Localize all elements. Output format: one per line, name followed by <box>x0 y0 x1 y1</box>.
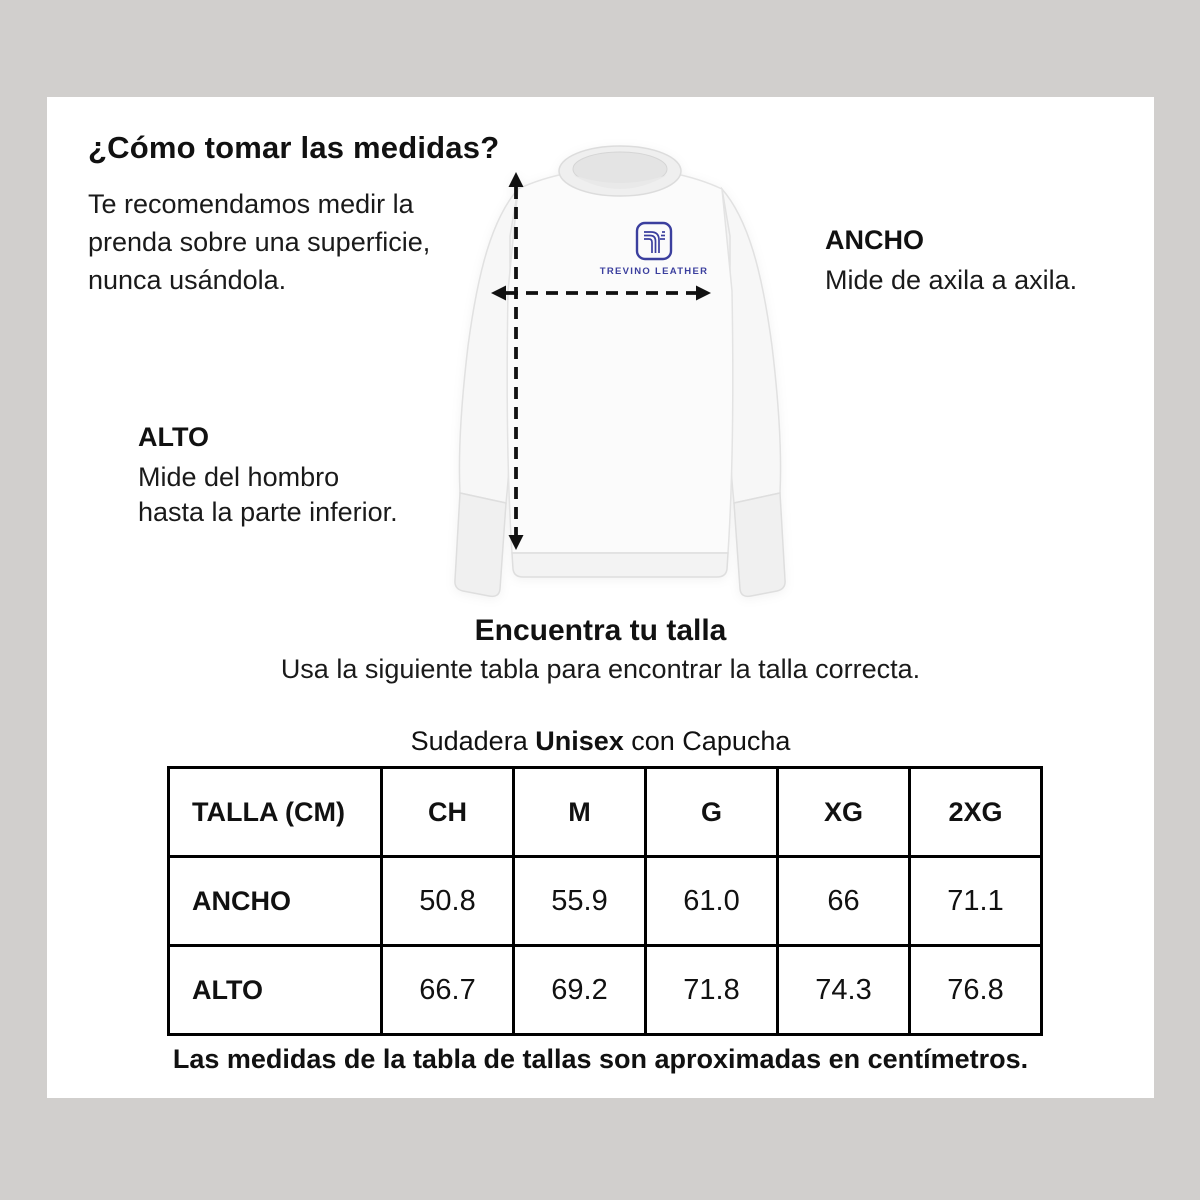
size-table-header-talla: TALLA (CM) <box>169 768 382 857</box>
row-alto-2xg: 76.8 <box>910 946 1042 1035</box>
brand-logo-text: TREVINO LEATHER <box>599 266 709 277</box>
size-table-header-xg: XG <box>778 768 910 857</box>
find-size-heading: Encuentra tu talla <box>474 614 727 647</box>
alto-note-desc-line-1: Mide del hombro <box>138 462 340 492</box>
alto-note-title: ALTO <box>138 422 209 452</box>
how-to-body-line-3: nunca usándola. <box>88 265 287 295</box>
sweatshirt-hem <box>512 553 728 577</box>
footer-note: Las medidas de la tabla de tallas son aproximadas en centímetros. <box>172 1044 1029 1074</box>
product-title-bold: Unisex <box>535 726 624 756</box>
find-size-subheading: Usa la siguiente tabla para encontrar la talla correcta. <box>280 654 921 684</box>
alto-note <box>138 422 398 530</box>
size-table-header-m: M <box>514 768 646 857</box>
product-title-prefix: Sudadera <box>410 726 536 756</box>
row-ancho-label: ANCHO <box>169 857 382 946</box>
row-ancho-ch: 50.8 <box>382 857 514 946</box>
size-table <box>167 766 1043 1036</box>
how-to-body <box>88 185 430 299</box>
how-to-body-line-2: prenda sobre una superficie, <box>88 227 431 257</box>
product-title-suffix: con Capucha <box>623 726 791 756</box>
sweatshirt-torso <box>507 168 733 553</box>
ancho-note <box>825 225 1077 298</box>
how-to-title: ¿Cómo tomar las medidas? <box>88 130 500 165</box>
ancho-note-title: ANCHO <box>825 225 924 255</box>
size-table-header-2xg: 2XG <box>910 768 1042 857</box>
size-guide-card <box>47 97 1154 1098</box>
row-alto-xg: 74.3 <box>778 946 910 1035</box>
sweatshirt-collar <box>559 146 681 196</box>
product-title <box>47 726 1154 757</box>
alto-note-desc <box>138 460 398 530</box>
size-table-header-g: G <box>646 768 778 857</box>
row-ancho-2xg: 71.1 <box>910 857 1042 946</box>
ancho-note-desc: Mide de axila a axila. <box>825 265 1078 295</box>
size-table-header-ch: CH <box>382 768 514 857</box>
row-alto-g: 71.8 <box>646 946 778 1035</box>
row-ancho-m: 55.9 <box>514 857 646 946</box>
size-table-row-ancho <box>169 857 1042 946</box>
row-alto-label: ALTO <box>169 946 382 1035</box>
row-ancho-xg: 66 <box>778 857 910 946</box>
row-alto-ch: 66.7 <box>382 946 514 1035</box>
row-alto-m: 69.2 <box>514 946 646 1035</box>
size-table-header-row <box>169 768 1042 857</box>
how-to-body-line-1: Te recomendamos medir la <box>88 189 414 219</box>
alto-note-desc-line-2: hasta la parte inferior. <box>138 497 398 527</box>
row-ancho-g: 61.0 <box>646 857 778 946</box>
size-table-row-alto <box>169 946 1042 1035</box>
sweatshirt-image <box>450 141 790 609</box>
